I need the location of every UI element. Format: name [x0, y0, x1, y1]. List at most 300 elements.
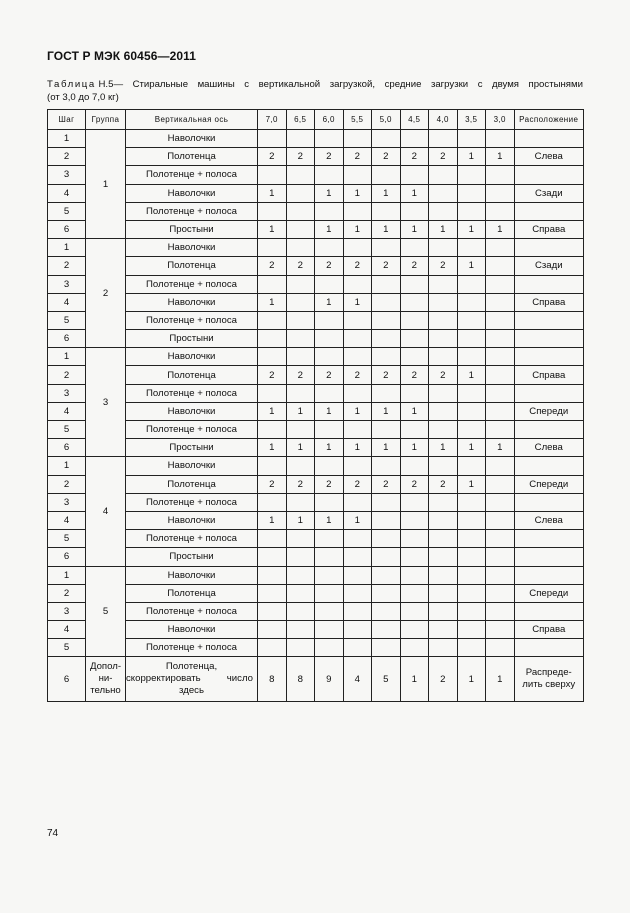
load-count-cell: [457, 402, 486, 420]
load-count-cell: [457, 639, 486, 657]
load-count-cell: [400, 293, 429, 311]
load-count-cell: [258, 330, 287, 348]
load-count-cell: 2: [343, 257, 372, 275]
table-row: [48, 421, 584, 439]
location-text-line: лить сверху: [522, 679, 576, 691]
load-count-cell: [486, 475, 515, 493]
header-load: 6,5: [286, 110, 315, 130]
vertical-axis-cell: Полотенца: [126, 475, 258, 493]
load-count-cell: [400, 639, 429, 657]
load-count-cell: 1: [315, 293, 344, 311]
table-row: [48, 602, 584, 620]
load-count-cell: 2: [315, 257, 344, 275]
group-cell: 2: [86, 239, 126, 348]
location-cell: [514, 348, 584, 366]
load-count-cell: 2: [400, 475, 429, 493]
load-count-cell: [486, 530, 515, 548]
step-cell: 3: [48, 602, 86, 620]
load-count-cell: 1: [372, 184, 401, 202]
load-count-cell: [315, 202, 344, 220]
load-count-cell: 1: [457, 148, 486, 166]
load-count-cell: [315, 602, 344, 620]
location-cell: Справа: [514, 293, 584, 311]
group-cell: 4: [86, 457, 126, 566]
vertical-axis-cell: Полотенце + полоса: [126, 202, 258, 220]
load-count-cell: [400, 566, 429, 584]
table-row: [48, 475, 584, 493]
load-count-cell: [286, 530, 315, 548]
step-cell: 3: [48, 493, 86, 511]
vertical-axis-cell: Простыни: [126, 548, 258, 566]
load-count-cell: [315, 566, 344, 584]
load-count-cell: [372, 548, 401, 566]
header-vertical-axis: Вертикальная ось: [126, 110, 258, 130]
table-row: [48, 130, 584, 148]
location-cell: Слева: [514, 511, 584, 529]
load-count-cell: [372, 202, 401, 220]
load-count-cell: [258, 166, 287, 184]
load-count-cell: [400, 621, 429, 639]
caption-label: [47, 79, 123, 92]
axis-word: скорректировать: [126, 673, 201, 685]
header-group: Группа: [86, 110, 126, 130]
load-count-cell: [343, 584, 372, 602]
load-count-cell: [286, 602, 315, 620]
load-count-cell: [372, 566, 401, 584]
vertical-axis-cell: Полотенце + полоса: [126, 166, 258, 184]
load-count-cell: [343, 348, 372, 366]
load-count-cell: [286, 584, 315, 602]
load-count-cell: [372, 330, 401, 348]
load-count-cell: 8: [286, 657, 315, 702]
load-count-cell: [343, 330, 372, 348]
table-row: [48, 257, 584, 275]
vertical-axis-cell: Наволочки: [126, 402, 258, 420]
caption-word: с: [477, 79, 483, 90]
load-count-cell: 1: [400, 220, 429, 238]
caption-word: загрузки: [430, 79, 469, 90]
vertical-axis-cell: Полотенце + полоса: [126, 275, 258, 293]
location-cell: [514, 493, 584, 511]
load-count-cell: 1: [372, 402, 401, 420]
load-count-cell: 1: [486, 657, 515, 702]
step-cell: 2: [48, 366, 86, 384]
load-count-cell: 1: [315, 511, 344, 529]
vertical-axis-cell: Полотенца: [126, 148, 258, 166]
load-distribution-table: [47, 109, 584, 702]
load-count-cell: [486, 130, 515, 148]
load-count-cell: [429, 548, 458, 566]
axis-text-line: Полотенца,: [165, 661, 218, 673]
load-count-cell: [457, 511, 486, 529]
vertical-axis-cell: Полотенца: [126, 366, 258, 384]
vertical-axis-cell: Наволочки: [126, 348, 258, 366]
load-count-cell: [429, 530, 458, 548]
load-count-cell: [258, 566, 287, 584]
load-count-cell: 1: [258, 439, 287, 457]
vertical-axis-cell: Полотенце + полоса: [126, 421, 258, 439]
load-count-cell: [429, 493, 458, 511]
load-count-cell: [457, 457, 486, 475]
load-count-cell: 1: [315, 439, 344, 457]
table-row: [48, 584, 584, 602]
location-cell: Слева: [514, 439, 584, 457]
load-count-cell: 1: [486, 148, 515, 166]
page-number: 74: [47, 828, 59, 839]
load-count-cell: [343, 548, 372, 566]
vertical-axis-cell: Полотенце + полоса: [126, 493, 258, 511]
vertical-axis-cell: Наволочки: [126, 511, 258, 529]
table-row-additional: [48, 657, 584, 702]
load-count-cell: 2: [258, 475, 287, 493]
step-cell: 6: [48, 439, 86, 457]
step-cell: 4: [48, 511, 86, 529]
vertical-axis-cell: Простыни: [126, 439, 258, 457]
load-count-cell: 2: [343, 475, 372, 493]
load-count-cell: 1: [457, 657, 486, 702]
load-count-cell: [457, 202, 486, 220]
load-count-cell: 2: [343, 148, 372, 166]
axis-text-line: здесь: [179, 685, 204, 697]
load-count-cell: [372, 621, 401, 639]
load-count-cell: [400, 584, 429, 602]
load-count-cell: [457, 621, 486, 639]
load-count-cell: 2: [286, 257, 315, 275]
load-count-cell: [343, 130, 372, 148]
load-count-cell: [429, 402, 458, 420]
load-count-cell: [258, 457, 287, 475]
load-count-cell: [258, 239, 287, 257]
location-cell: Справа: [514, 366, 584, 384]
load-count-cell: [457, 184, 486, 202]
step-cell: 2: [48, 257, 86, 275]
load-count-cell: 1: [258, 402, 287, 420]
location-cell: [514, 566, 584, 584]
vertical-axis-cell: Полотенце + полоса: [126, 384, 258, 402]
load-count-cell: [429, 311, 458, 329]
vertical-axis-cell: Наволочки: [126, 566, 258, 584]
table-row: [48, 457, 584, 475]
location-cell: [514, 275, 584, 293]
step-cell: 1: [48, 239, 86, 257]
load-count-cell: 2: [429, 148, 458, 166]
table-header-row: [48, 110, 584, 130]
load-count-cell: [400, 202, 429, 220]
load-count-cell: [486, 166, 515, 184]
load-count-cell: [286, 184, 315, 202]
load-count-cell: [429, 166, 458, 184]
load-count-cell: [315, 421, 344, 439]
table-row: [48, 366, 584, 384]
location-cell: [514, 330, 584, 348]
load-count-cell: 1: [429, 439, 458, 457]
load-count-cell: [372, 493, 401, 511]
load-count-cell: [372, 348, 401, 366]
table-row: [48, 330, 584, 348]
load-count-cell: [486, 584, 515, 602]
document-header: ГОСТ Р МЭК 60456—2011: [47, 49, 197, 63]
header-load: 6,0: [315, 110, 344, 130]
load-count-cell: 1: [258, 293, 287, 311]
load-count-cell: [286, 293, 315, 311]
load-count-cell: [429, 639, 458, 657]
load-count-cell: 1: [343, 293, 372, 311]
load-count-cell: [286, 275, 315, 293]
load-count-cell: [286, 493, 315, 511]
load-count-cell: 1: [400, 402, 429, 420]
step-cell: 1: [48, 566, 86, 584]
load-count-cell: [486, 257, 515, 275]
load-count-cell: 2: [400, 148, 429, 166]
load-count-cell: 2: [286, 148, 315, 166]
load-count-cell: [400, 548, 429, 566]
caption-word: с: [244, 79, 250, 90]
table-caption: [47, 79, 583, 104]
load-count-cell: [315, 275, 344, 293]
load-count-cell: [429, 566, 458, 584]
load-count-cell: 2: [258, 148, 287, 166]
header-load: 7,0: [258, 110, 287, 130]
group-text-line: ни-: [98, 673, 113, 685]
load-count-cell: [343, 239, 372, 257]
load-count-cell: [457, 384, 486, 402]
step-cell: 3: [48, 166, 86, 184]
load-count-cell: [343, 202, 372, 220]
axis-word: число: [226, 673, 253, 685]
load-count-cell: [457, 566, 486, 584]
caption-word: Стиральные: [132, 79, 189, 90]
load-count-cell: [258, 421, 287, 439]
location-cell: Спереди: [514, 584, 584, 602]
vertical-axis-cell: Полотенца: [126, 257, 258, 275]
group-cell: 3: [86, 348, 126, 457]
load-count-cell: [372, 639, 401, 657]
load-count-cell: [429, 348, 458, 366]
load-count-cell: [315, 384, 344, 402]
group-text-line: тельно: [90, 685, 121, 697]
load-count-cell: [429, 130, 458, 148]
load-count-cell: 2: [258, 257, 287, 275]
location-cell: Справа: [514, 220, 584, 238]
vertical-axis-cell: Полотенце + полоса: [126, 530, 258, 548]
table-row: [48, 239, 584, 257]
load-count-cell: 1: [343, 439, 372, 457]
load-count-cell: [258, 584, 287, 602]
vertical-axis-cell: Наволочки: [126, 621, 258, 639]
load-count-cell: [343, 311, 372, 329]
vertical-axis-cell: [126, 657, 258, 702]
load-count-cell: [315, 584, 344, 602]
caption-line-2: (от 3,0 до 7,0 кг): [47, 91, 119, 103]
load-count-cell: [343, 566, 372, 584]
load-count-cell: [486, 239, 515, 257]
load-count-cell: [315, 130, 344, 148]
table-row: [48, 348, 584, 366]
vertical-axis-cell: Простыни: [126, 220, 258, 238]
table-row: [48, 293, 584, 311]
step-cell: 6: [48, 548, 86, 566]
step-cell: 2: [48, 148, 86, 166]
load-count-cell: [457, 330, 486, 348]
load-count-cell: 2: [400, 366, 429, 384]
load-count-cell: [372, 275, 401, 293]
load-count-cell: 2: [400, 257, 429, 275]
load-count-cell: [286, 330, 315, 348]
load-count-cell: 2: [429, 257, 458, 275]
load-count-cell: [258, 384, 287, 402]
load-count-cell: 1: [372, 439, 401, 457]
load-count-cell: [457, 584, 486, 602]
load-count-cell: [429, 384, 458, 402]
load-count-cell: [457, 293, 486, 311]
load-count-cell: [486, 639, 515, 657]
load-count-cell: [400, 421, 429, 439]
load-count-cell: [457, 348, 486, 366]
table-row: [48, 511, 584, 529]
load-count-cell: 1: [400, 657, 429, 702]
load-count-cell: [486, 566, 515, 584]
load-count-cell: [258, 548, 287, 566]
load-count-cell: [486, 275, 515, 293]
header-step: Шаг: [48, 110, 86, 130]
load-count-cell: [286, 548, 315, 566]
load-count-cell: 1: [457, 366, 486, 384]
table-row: [48, 439, 584, 457]
load-count-cell: [400, 530, 429, 548]
load-count-cell: [343, 384, 372, 402]
caption-word: простынями: [528, 79, 583, 90]
load-count-cell: [429, 421, 458, 439]
step-cell: 3: [48, 384, 86, 402]
step-cell: 1: [48, 130, 86, 148]
step-cell: 5: [48, 530, 86, 548]
load-count-cell: [457, 602, 486, 620]
step-cell: 5: [48, 421, 86, 439]
load-count-cell: [486, 348, 515, 366]
location-cell: [514, 311, 584, 329]
table-body: [48, 130, 584, 702]
load-count-cell: [486, 202, 515, 220]
step-cell: 1: [48, 457, 86, 475]
load-count-cell: [486, 293, 515, 311]
table-row: [48, 311, 584, 329]
load-count-cell: 2: [429, 657, 458, 702]
load-count-cell: [372, 239, 401, 257]
load-count-cell: 2: [429, 366, 458, 384]
load-count-cell: [457, 493, 486, 511]
load-count-cell: [315, 621, 344, 639]
load-count-cell: [457, 421, 486, 439]
load-count-cell: 2: [315, 475, 344, 493]
load-count-cell: [315, 330, 344, 348]
load-count-cell: [343, 530, 372, 548]
location-cell: [514, 530, 584, 548]
load-count-cell: [286, 202, 315, 220]
load-count-cell: [258, 639, 287, 657]
location-cell: [514, 548, 584, 566]
load-count-cell: [258, 130, 287, 148]
load-count-cell: [315, 239, 344, 257]
load-count-cell: [372, 421, 401, 439]
load-count-cell: [400, 166, 429, 184]
load-count-cell: [372, 166, 401, 184]
caption-word: машины: [197, 79, 235, 90]
load-count-cell: [372, 293, 401, 311]
load-count-cell: 2: [429, 475, 458, 493]
load-count-cell: 1: [457, 257, 486, 275]
location-cell: Справа: [514, 621, 584, 639]
load-count-cell: [315, 530, 344, 548]
location-cell: Спереди: [514, 402, 584, 420]
load-count-cell: [343, 457, 372, 475]
load-count-cell: [486, 311, 515, 329]
load-count-cell: 2: [372, 475, 401, 493]
step-cell: 4: [48, 184, 86, 202]
load-count-cell: 1: [429, 220, 458, 238]
load-count-cell: [343, 421, 372, 439]
step-cell: 4: [48, 621, 86, 639]
load-count-cell: 1: [400, 439, 429, 457]
load-count-cell: [286, 421, 315, 439]
load-count-cell: 1: [286, 511, 315, 529]
step-cell: 6: [48, 330, 86, 348]
load-count-cell: 1: [286, 402, 315, 420]
load-count-cell: [429, 621, 458, 639]
load-count-cell: [486, 621, 515, 639]
header-load: 3,0: [486, 110, 515, 130]
load-count-cell: [343, 602, 372, 620]
location-cell: [514, 421, 584, 439]
load-count-cell: [372, 530, 401, 548]
load-count-cell: [486, 548, 515, 566]
load-count-cell: [372, 384, 401, 402]
load-count-cell: [429, 584, 458, 602]
caption-word: средние: [384, 79, 422, 90]
load-count-cell: [457, 530, 486, 548]
group-cell: 5: [86, 566, 126, 657]
load-count-cell: 2: [372, 366, 401, 384]
load-count-cell: [343, 493, 372, 511]
load-count-cell: [486, 457, 515, 475]
step-cell: 2: [48, 475, 86, 493]
load-count-cell: [486, 330, 515, 348]
location-cell: [514, 457, 584, 475]
load-count-cell: [457, 311, 486, 329]
load-count-cell: [343, 166, 372, 184]
header-location: Расположение: [514, 110, 584, 130]
caption-word: вертикальной: [258, 79, 321, 90]
location-cell: [514, 639, 584, 657]
load-count-cell: [372, 511, 401, 529]
load-count-cell: [258, 275, 287, 293]
vertical-axis-cell: Наволочки: [126, 457, 258, 475]
load-count-cell: 1: [343, 220, 372, 238]
load-count-cell: [372, 584, 401, 602]
table-row: [48, 166, 584, 184]
header-load: 5,5: [343, 110, 372, 130]
load-count-cell: [286, 384, 315, 402]
load-count-cell: [429, 184, 458, 202]
load-count-cell: 2: [372, 148, 401, 166]
location-cell: [514, 657, 584, 702]
load-count-cell: 2: [286, 475, 315, 493]
table-row: [48, 621, 584, 639]
load-count-cell: 1: [343, 402, 372, 420]
load-count-cell: [286, 166, 315, 184]
load-count-cell: [400, 602, 429, 620]
caption-line-1: [47, 79, 583, 92]
load-count-cell: [429, 511, 458, 529]
